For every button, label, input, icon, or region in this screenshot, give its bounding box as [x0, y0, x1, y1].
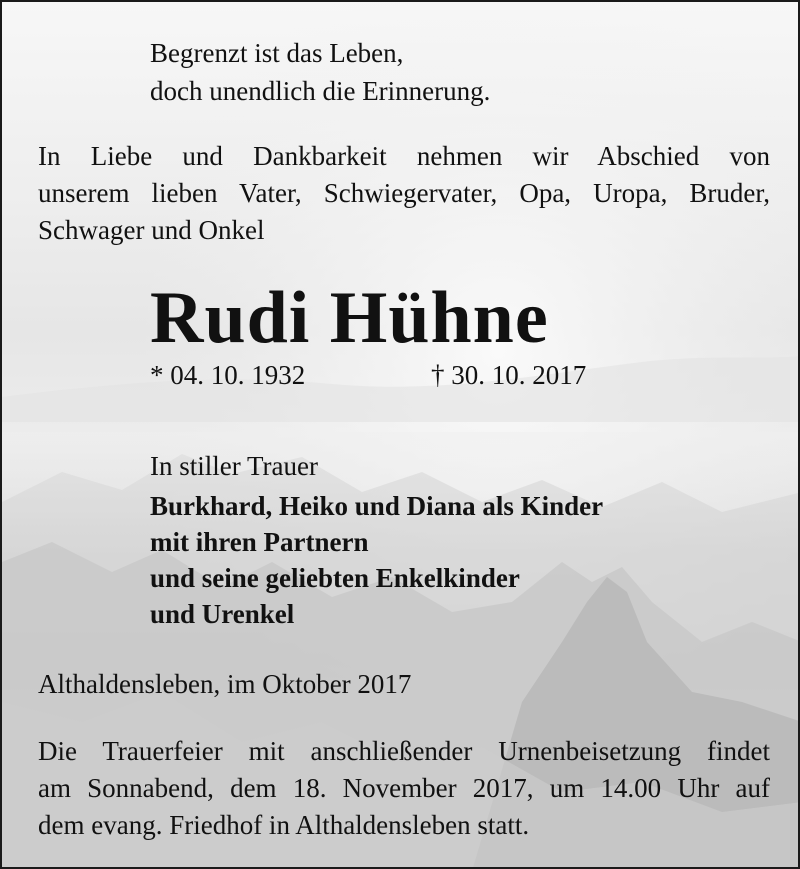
mourner-line: mit ihren Partnern: [150, 527, 369, 557]
death-date: † 30. 10. 2017: [431, 360, 587, 390]
mourner-line: und Urenkel: [150, 599, 295, 629]
motto-line: Begrenzt ist das Leben,: [150, 38, 404, 68]
birth-date: * 04. 10. 1932: [150, 360, 306, 390]
intro-line: In Liebe und Dankbarkeit nehmen wir Abschied von: [38, 141, 770, 171]
mourner-line: und seine geliebten Enkelkinder: [150, 563, 520, 593]
mourners-list: [150, 488, 603, 632]
intro-line: Schwager und Onkel: [38, 215, 265, 245]
funeral-line: Die Trauerfeier mit anschließender Urnenbeisetzung findet: [38, 736, 770, 766]
motto-line: doch unendlich die Erinnerung.: [150, 76, 491, 106]
deceased-name: Rudi Hühne: [150, 277, 549, 359]
place-and-date: Althaldensleben, im Oktober 2017: [38, 669, 412, 699]
funeral-line: am Sonnabend, dem 18. November 2017, um 14.00 Uhr auf: [38, 773, 770, 803]
intro-line: unserem lieben Vater, Schwiegervater, Opa, Uropa, Bruder,: [38, 178, 770, 208]
mourning-heading: In stiller Trauer: [150, 451, 318, 481]
funeral-line: dem evang. Friedhof in Althaldensleben statt.: [38, 810, 530, 840]
intro-paragraph: [38, 138, 770, 249]
motto: [150, 34, 490, 110]
funeral-paragraph: [38, 733, 770, 844]
mourner-line: Burkhard, Heiko und Diana als Kinder: [150, 491, 604, 521]
